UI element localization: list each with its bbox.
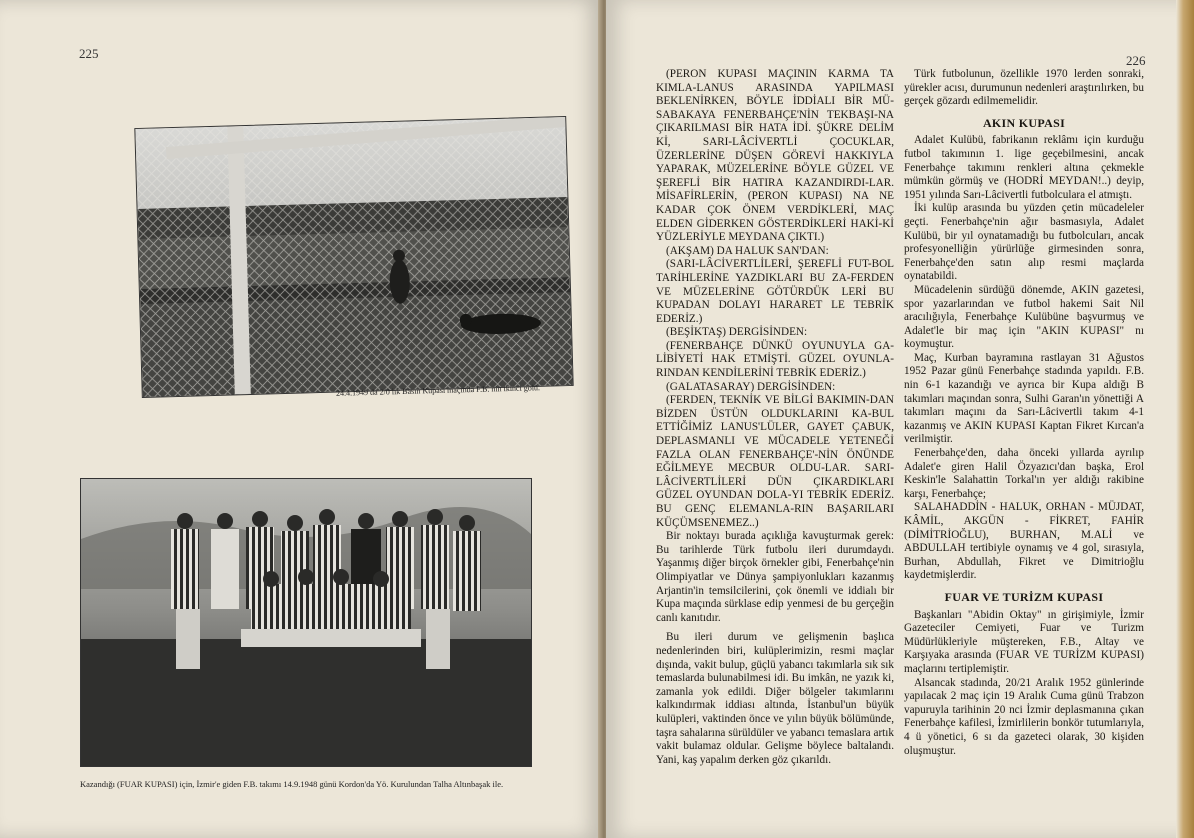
- goal-photo: [134, 116, 573, 398]
- paragraph: Başkanları "Abidin Oktay" ın girişimiyle, İzmir Gazeteciler Cemiyeti, Fuar ve Turizm Müdürlükleriyle müştereken, F.B., Altay ve Karşıyaka arasında (FUAR VE TURİZM KUPASI) maçlarını tertiplemiştir.: [904, 608, 1144, 675]
- page-number-right: 226: [1126, 53, 1146, 68]
- team-photo: [80, 478, 532, 767]
- paragraph: Bu ileri durum ve gelişmenin başlıca nedenlerinden biri, kulüplerimizin, resmi maçlar dışında, vakit bulup, güçlü yabancı takımlarla sık sık temaslarda bulunabilmesi idi. Bu imkân, ne yazık ki, zamanla yok edildi. Diğer bölgeler takımlarını kalkındırmak iddiası altında, İstanbul'un büyük kulüpleri, vaktinden önce ve yılın büyük bölümünde, taşra sahalarına sürüldüler ve yabancı temaslara artık vakit bulamaz oldular. Gelişme böylece baltalandı. Yani, kaş yapalım derken göz çıkarıldı.: [656, 631, 894, 766]
- right-page: [606, 0, 1194, 838]
- paragraph: SALAHADDİN - HALUK, ORHAN - MÜJDAT, KÂMİL, AKGÜN - FİKRET, FAHİR (DİMİTRİOĞLU), BURHAN, M.ALİ ve ABDULLAH tertibiyle oynamış ve 4 gol, sırasıyla, Burhan, Abdullah, Fikret ve Dimitrioğlu kaydetmişlerdir.: [904, 501, 1144, 582]
- page-number-left: 225: [79, 46, 99, 61]
- paragraph: Mücadelenin sürdüğü dönemde, AKIN gazetesi, spor yazarlarından ve futbol hakemi Sait Nil aracılığıyla, Fenerbahçe Kulübüne başvurmuş ve Adalet'le bir maç için "AKIN KUPASI" nı koymuştur.: [904, 283, 1144, 351]
- paragraph: Alsancak stadında, 20/21 Aralık 1952 günlerinde yapılacak 2 maç için 19 Aralık Cuma günü Trabzon vapuruyla tarihinin 20 nci İzmir deplasmanına çıkan Fenerbahçe kafilesi, İzmirlilerin bonkör tutumlarıyla, 4 ü yönetici, 6 sı da gazeteci olarak, 30 kişiden oluşmuştur.: [904, 676, 1144, 757]
- fuar-turizm-heading: FUAR VE TURİZM KUPASI: [944, 589, 1104, 604]
- team-photo-caption: Kazandığı (FUAR KUPASI) için, İzmir'e giden F.B. takımı 14.9.1948 günü Kordon'da Yö. Kurulundan Talha Altınbaşak ile.: [80, 779, 504, 789]
- right-column-1: [656, 68, 894, 767]
- paragraph: Maç, Kurban bayramına rastlayan 31 Ağustos 1952 Pazar günü Fenerbahçe stadında yapıldı. F.B. nin 6-1 kazandığı ve ayrıca bir Kupa aldığı B takımları maçından sonra, Sulhi Garan'ın yönettiği A takımları maçını da Sarı-Lâcivertli takım 4-1 kazanmış ve AKIN KUPASI Kaptan Fikret Kırcan'a verilmiştir.: [904, 351, 1144, 446]
- paragraph: Adalet Kulübü, fabrikanın reklâmı için kurduğu futbol takımının 1. lige geçebilmesini, ancak Fenerbahçe takımını renkleri altına çekmekle mümkün görmüş ve (HODRİ MEYDAN!..) deyip, 1951 yılında Sarı-Lâcivertli futbolculara el atmıştı.: [904, 134, 1144, 201]
- paragraph: Türk futbolunun, özellikle 1970 lerden sonraki, yürekler acısı, durumunun nedenleri araştırılırken, bu gerçek gözardı edilmemelidir.: [904, 68, 1144, 108]
- page-edge: [1176, 0, 1194, 838]
- paragraph: (BEŞİKTAŞ) DERGİSİNDEN:: [666, 326, 808, 339]
- paragraph: Fenerbahçe'den, daha önceki yıllarda ayrılıp Adalet'e giren Halil Özyazıcı'dan başka, Erol Keskin'le Salahattin Torkal'ın yer aldığı rakibine karşı, Fenerbahçe;: [904, 447, 1144, 500]
- paragraph: (FENERBAHÇE DÜNKÜ OYUNUYLA GA-LİBİYETİ HAK ETMİŞTİ. GÜZEL OYUNLA-RINDAN KENDİLERİNİ TEBRİK EDERİZ.): [656, 339, 894, 380]
- paragraph: (GALATASARAY) DERGİSİNDEN:: [666, 380, 836, 393]
- akin-kupasi-heading: AKIN KUPASI: [982, 115, 1066, 130]
- paragraph: Bir noktayı burada açıklığa kavuşturmak gerek: Bu tarihlerde Türk futbolu ileri durumdaydı. Yaşanmış diğer birçok örnekler gibi, Fenerbahçe'nin Olimpiyatlar ve Dünya şampiyonlukları kazanmış Arjantin'in temsilcilerini, çok önemli ve iddialı bir Kupa maçında sürklase edip yenmesi de bu gerçeğin canlı kanıtıdır.: [656, 530, 894, 624]
- paragraph: (FERDEN, TEKNİK VE BİLGİ BAKIMIN-DAN BİZDEN ÜSTÜN OLDUKLARINI KA-BUL ETTİĞİMİZ LANUS'LÜLER, GAYET ÇABUK, DEPLASMANLI VE MÜCADELE YETENEĞİ FAZLA OLAN FENERBAHÇE'-NİN ÖNÜNDE EĞİLMEYE MECBUR OLDU-LAR. SARI-LÂCİVERTLİLERİ DÜN ÇIKARDIKLARI GÜZEL OYUNDAN DOLA-YI TEBRİK EDERİZ. BU GENÇ ELEMANLA-RIN BAŞARILARI KÜÇÜMSENEMEZ..): [656, 394, 894, 529]
- paragraph: (SARI-LÂCİVERTLİLERİ, ŞEREFLİ FUT-BOL TARİHLERİNE YAZDIKLARI BU ZA-FERDEN VE MÜZELERİNE GÖTÜRDÜK LERİ BU KUPADAN DOLAYI HARARET LE TEBRİK EDERİZ.): [656, 258, 894, 325]
- paragraph: İki kulüp arasında bu yüzden çetin mücadeleler geçti. Fenerbahçe'nin ağır basmasıyla, Adalet Kulübü, bir yıl oynatamadığı bu futbolcuları, ancak profesyonelliğin yürürlüğe girmesinden sonra, Fenerbahçe'den satın alıp resmi maçlarda oynatabildi.: [904, 202, 1144, 283]
- paragraph: (AKŞAM) DA HALUK SAN'DAN:: [666, 244, 829, 257]
- paragraph: (PERON KUPASI MAÇININ KARMA TA KIMLA-LANUS ARASINDA YAPILMASI BEKLENİRKEN, BÖYLE İDDİALI BİR MÜ-SABAKAYA FENERBAHÇE'NİN TEKBAŞI-NA ÇIKARILMASI BİR HATA İDİ. ŞÜKRE DELİM Kİ, SARI-LÂCİVERTLİ ÇOCUKLAR, ÜZERLERİNE DÜŞEN GÖREVİ HAKKIYLA YAPARAK, MÜZELERİNE BÖYLE GÜZEL VE ŞEREFLİ BİR HATIRA KAZANDIRDI-LAR. MİSAFİRLERİN, (PERON KUPASI) NA NE KADAR ÇOK ÖNEM VERDİKLERİ, MAÇ ELDEN GİDERKEN GÖSTERDİKLERİ HAKİ-Kİ YÜZLERİYLE MEYDANA ÇIKTI.): [656, 68, 894, 244]
- right-column-2: [904, 68, 1144, 758]
- goal-photo-caption: 24.4.1949 da 2/0 lık Basın Kupası maçında F.B. nin ikinci golü.: [335, 383, 541, 398]
